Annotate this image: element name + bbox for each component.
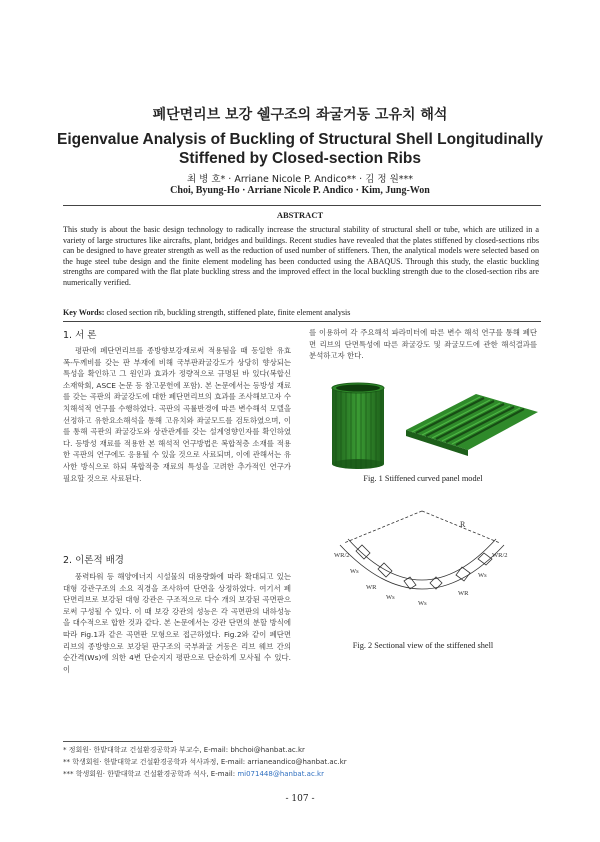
stiffened-cylinder-model: [332, 383, 384, 469]
title-english: [0, 130, 600, 168]
page-number: - 107 -: [285, 794, 315, 804]
section-1-heading: 1. 서 론: [63, 330, 97, 341]
abstract-text: This study is about the basic design technology to radically increase the structural stability of structural shell or tube, which are utilized in a variety of large structures like aircrafts, plant, bridges and buildings. Recent studies have revealed that the plates stiffened by closed-sections ribs can be designed to have greater strength as well as the reduction of used number of stiffeners. Then, the analytical models were selected based on the huge steel tube design and the finite element modeling has been conducted using the ABAQUS. Through this study, the elastic buckling strengths are compared with the flat plate buckling stress and the improved effect in the local buckling strength due to the closed-section ribs are numerically verified.: [63, 225, 539, 287]
abstract-heading: ABSTRACT: [276, 210, 324, 220]
authors-korean: 최 병 호* · Arriane Nicole P. Andico** · 김 정 원***: [186, 174, 414, 185]
abstract-top-rule: [63, 205, 541, 206]
label-wr-2: WR: [458, 590, 469, 597]
keywords-label: Key Words:: [63, 308, 105, 317]
abstract-bottom-rule: [63, 321, 541, 322]
footnote-3-email-link[interactable]: mi071448@hanbat.ac.kr: [237, 770, 324, 778]
label-wr-1: WR: [366, 584, 377, 591]
section-2-heading: 2. 이론적 배경: [63, 555, 124, 566]
stiffened-curved-panel-model: [406, 394, 538, 456]
footnote-1: * 정회원· 한밭대학교 건설환경공학과 부교수, E-mail: bhchoi@hanbat.ac.kr: [63, 746, 305, 754]
label-ws-1: Ws: [350, 568, 359, 575]
figure-1-image: [306, 378, 540, 470]
footnote-2: ** 학생회원· 한밭대학교 건설환경공학과 석사과정, E-mail: arrianeandico@hanbat.ac.kr: [63, 758, 347, 766]
label-ws-4: Ws: [478, 572, 487, 579]
label-ws-3: Ws: [418, 600, 427, 607]
footnote-rule: [63, 741, 173, 742]
label-wr2-right: WR/2: [492, 552, 508, 559]
keywords-text: closed section rib, buckling strength, stiffened plate, finite element analysis: [104, 308, 351, 317]
authors-english: Choi, Byung-Ho · Arriane Nicole P. Andico · Kim, Jung-Won: [170, 185, 430, 196]
title-korean: 폐단면리브 보강 쉘구조의 좌굴거동 고유치 해석: [152, 107, 448, 123]
label-wr2-left: WR/2: [334, 552, 350, 559]
footnote-3-text: *** 학생회원· 한밭대학교 건설환경공학과 석사, E-mail:: [63, 770, 238, 778]
title-english-line1: Eigenvalue Analysis of Buckling of Structural Shell Longitudinally: [56, 131, 544, 148]
section-2-body: 풍력타워 등 해양에너지 시설물의 대용량화에 따라 확대되고 있는 대형 강관구조의 소요 직경을 조사하여 단면을 상정하였다. 여기서 폐단면리브로 보강된 대형 강관은 구조적으로 다수 개의 보강된 곡면판으로써 구성될 수 있다. 이 때 보강 강관의 성능은 각 곡면판의 내하성능을 대수적으로 합한 것과 같다. 본 논문에서는 강관 단면의 분할 방식에 따라 Fig.1과 같은 곡면판 모형으로 접근하였다. Fig.2와 같이 폐단면 리브의 종방향으로 보강된 판구조의 국부좌굴 거동은 리브 웨브 간의 순간격(Ws)에 의한 4변 단순지지 평판으로 단순하게 모사될 수 있다. 이: [63, 572, 291, 674]
label-ws-2: Ws: [386, 594, 395, 601]
title-english-line2: Stiffened by Closed-section Ribs: [178, 150, 421, 167]
section-1-body: 평판에 폐단면리브를 종방향보강재로써 적용됨을 때 동일한 유효폭-두께비를 갖는 판 부재에 비해 국부판좌굴강도가 상당히 향상되는 특성을 확인하고 그 원인과 효과가 정량적으로 규명된 바 있다(복합신소재학회, ASCE 논문 등 참고문헌에 포함). 본 논문에서는 등방성 재료를 갖는 곡판의 좌굴강도에 대한 폐단면리브의 효과를 조사해보고자 수치해석적 연구를 수행하였다. 곡판의 곡률반경에 따른 변수해석 모델을 선정하고 유한요소해석을 통해 고유치와 좌굴모드를 검토하였으며, 이를 통해 곡판의 좌굴강도와 상관관계를 갖는 설계영향인자를 확인하였다. 등방성 재료를 적용한 본 해석적 연구방법은 복합적층 소재를 적용한 곡판의 연구에도 응용될 수 있을 것으로 사료되며, 이에 관해서는 유사한 방식으로 하되 복합적층 재료의 특성을 고려한 추가적인 연구가 필요할 것으로 사료된다.: [63, 346, 291, 483]
figure-2-caption: Fig. 2 Sectional view of the stiffened shell: [352, 641, 494, 650]
figure-2-diagram: [320, 505, 525, 625]
keywords: [63, 308, 539, 317]
figure-1-caption: Fig. 1 Stiffened curved panel model: [363, 474, 483, 483]
column-2-body: 를 이용하여 각 주요해석 파라미터에 따른 변수 해석 연구를 통해 폐단면 리브의 단면특성에 따른 좌굴강도 및 좌굴모드에 관한 해석결과를 분석하고자 한다.: [309, 328, 537, 361]
footnote-3: [63, 769, 324, 779]
label-R: R: [460, 520, 466, 529]
